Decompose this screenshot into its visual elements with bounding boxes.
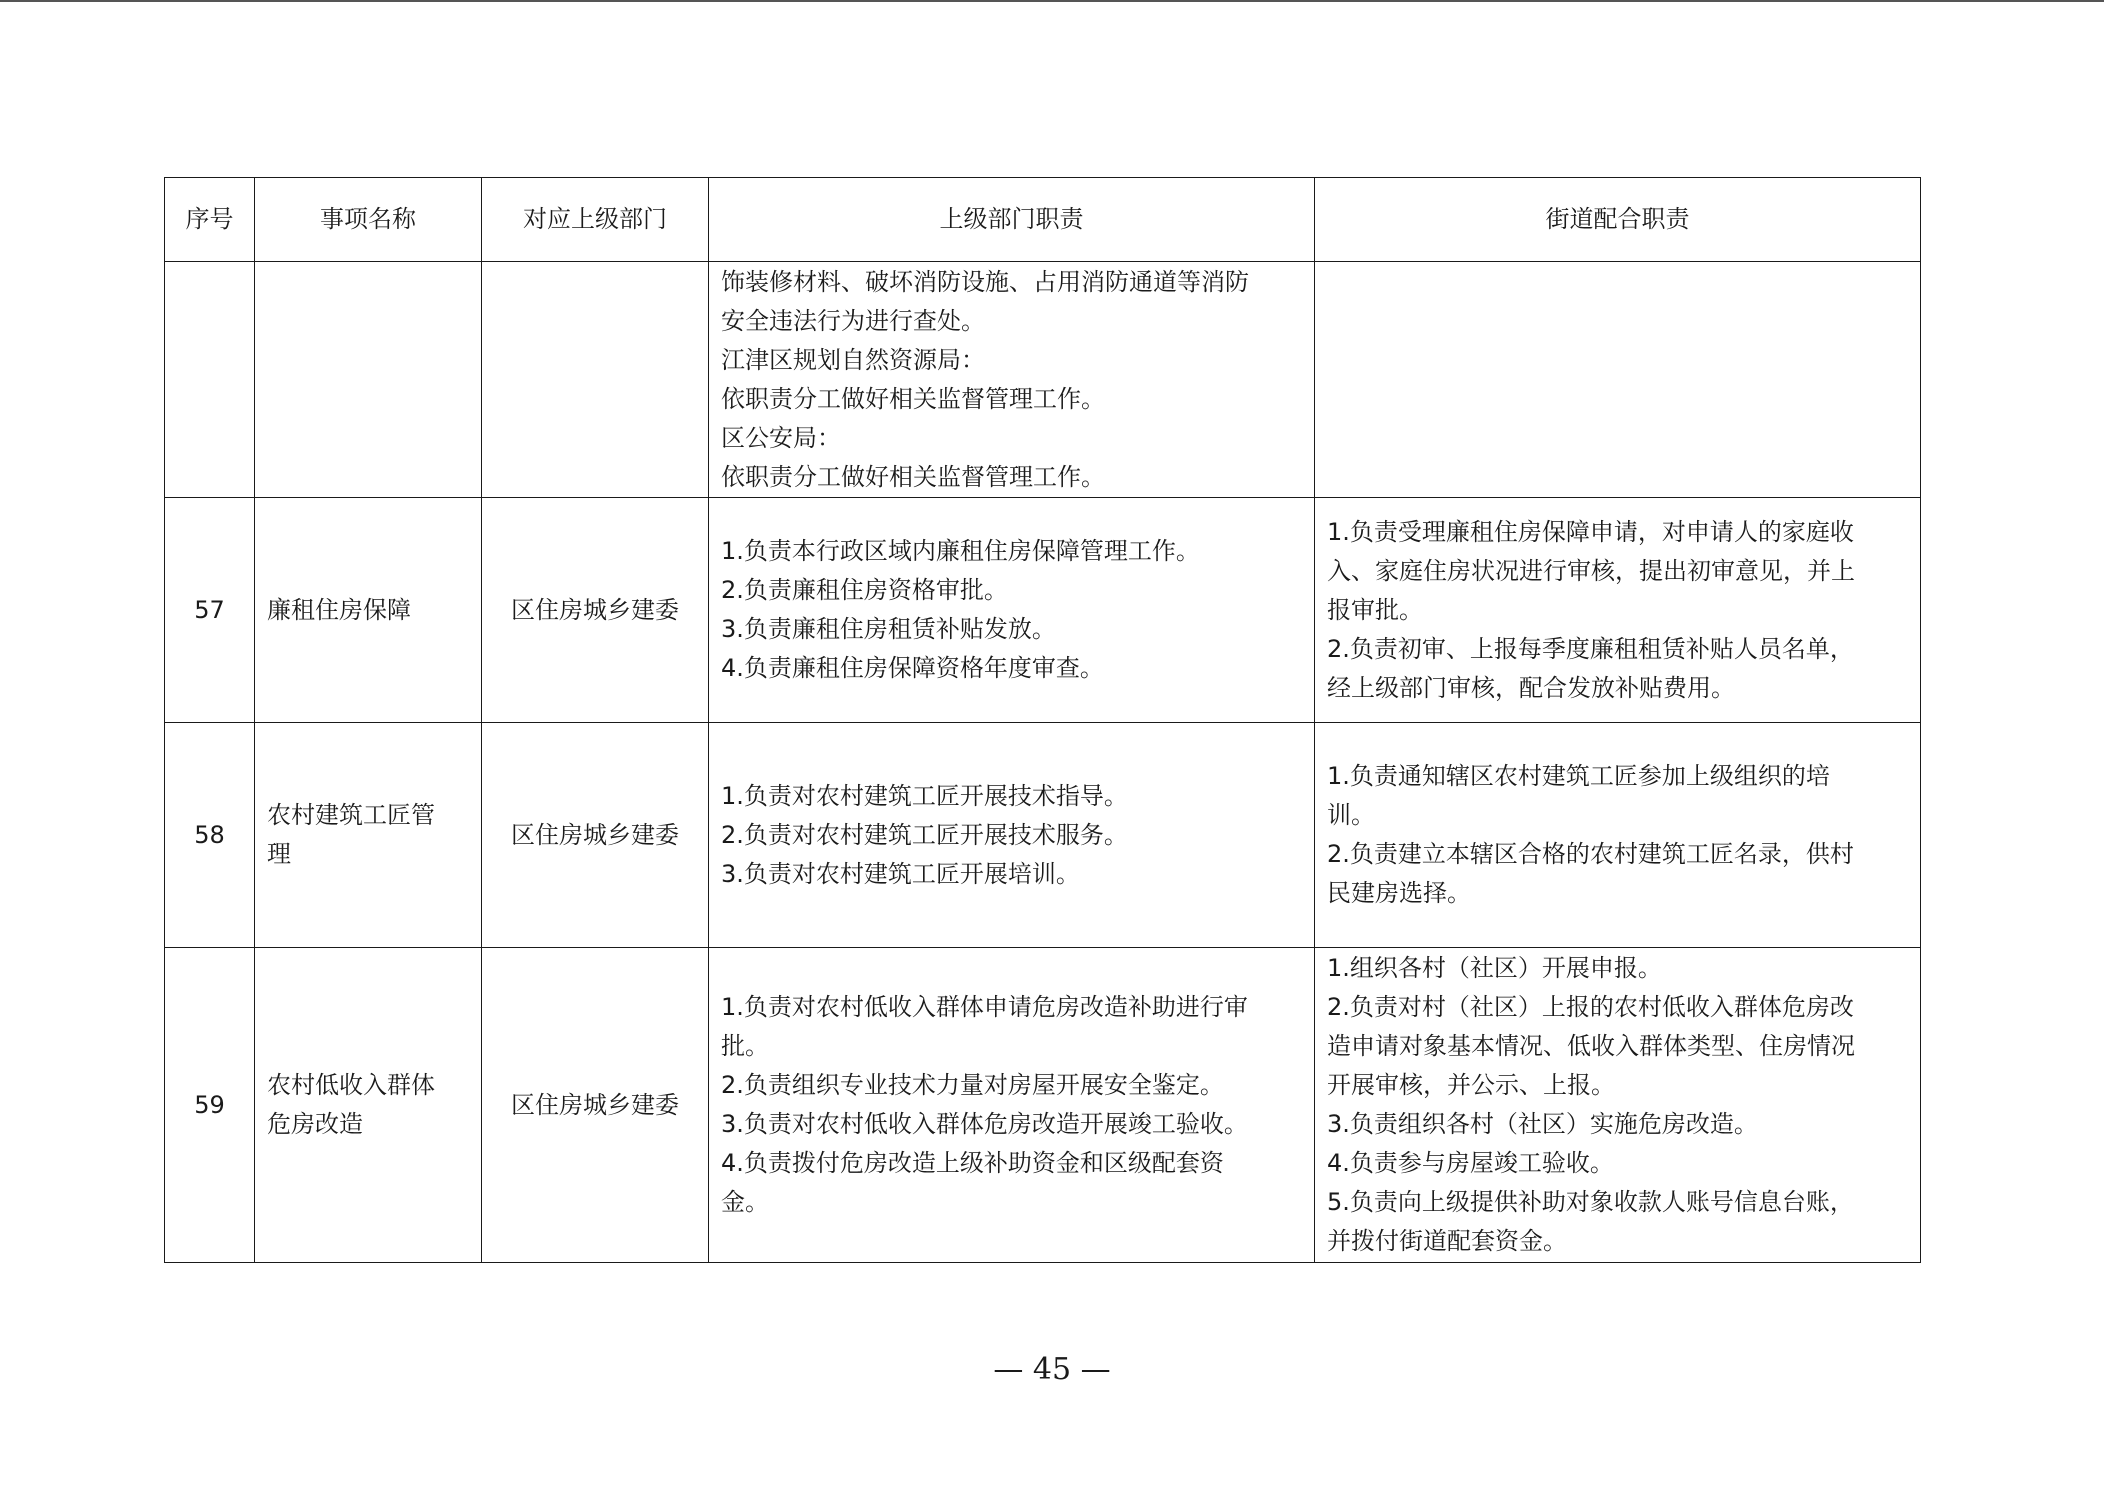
duty-line: 2.负责对村（社区）上报的农村低收入群体危房改 [1327, 993, 1854, 1021]
responsibility-table [164, 177, 1921, 1263]
cell-superior-duties [709, 262, 1315, 498]
duty-line: 3.负责组织各村（社区）实施危房改造。 [1327, 1110, 1758, 1138]
duty-line: 报审批。 [1327, 595, 1423, 624]
table-header-row [165, 178, 1921, 262]
duty-line: 5.负责向上级提供补助对象收款人账号信息台账， [1327, 1188, 1854, 1216]
duty-line: 3.负责对农村建筑工匠开展培训。 [721, 859, 1080, 888]
header-superior-department: 对应上级部门 [482, 178, 709, 262]
cell-department: 区住房城乡建委 [482, 723, 709, 948]
cell-item-name [255, 723, 482, 948]
cell-superior-duties [709, 498, 1315, 723]
duty-line: 2.负责建立本辖区合格的农村建筑工匠名录，供村 [1327, 840, 1854, 868]
cell-department: 区住房城乡建委 [482, 498, 709, 723]
item-name-line: 农村建筑工匠管 [267, 801, 435, 829]
duty-line: 1.负责受理廉租住房保障申请，对申请人的家庭收 [1327, 517, 1854, 546]
duty-line: 批。 [721, 1032, 769, 1060]
duty-line: 金。 [721, 1188, 769, 1216]
duty-line: 依职责分工做好相关监督管理工作。 [721, 462, 1105, 491]
duty-line: 3.负责廉租住房租赁补贴发放。 [721, 615, 1056, 643]
item-name-line: 理 [267, 840, 291, 868]
duty-line: 依职责分工做好相关监督管理工作。 [721, 384, 1105, 413]
duty-line: 1.组织各村（社区）开展申报。 [1327, 954, 1662, 982]
cell-number: 57 [165, 498, 255, 723]
cell-superior-duties [709, 723, 1315, 948]
cell-street-duties [1315, 723, 1921, 948]
header-street-duties: 街道配合职责 [1315, 178, 1921, 262]
table-row-57 [165, 498, 1921, 723]
duty-line: 4.负责拨付危房改造上级补助资金和区级配套资 [721, 1149, 1224, 1177]
page-top-border [0, 0, 2104, 2]
duty-line: 入、家庭住房状况进行审核，提出初审意见，并上 [1327, 556, 1855, 585]
duty-line: 江津区规划自然资源局： [721, 345, 985, 374]
cell-street-duties [1315, 262, 1921, 498]
item-name-line: 农村低收入群体 [267, 1071, 435, 1099]
table-row-59 [165, 948, 1921, 1263]
cell-number: 58 [165, 723, 255, 948]
duty-line: 安全违法行为进行查处。 [721, 306, 985, 335]
duty-line: 3.负责对农村低收入群体危房改造开展竣工验收。 [721, 1110, 1248, 1138]
header-superior-duties: 上级部门职责 [709, 178, 1315, 262]
cell-number: 59 [165, 948, 255, 1263]
duty-line: 1.负责通知辖区农村建筑工匠参加上级组织的培 [1327, 762, 1830, 790]
page-number: — 45 — [993, 1352, 1111, 1387]
duty-line: 经上级部门审核，配合发放补贴费用。 [1327, 673, 1735, 702]
duty-line: 1.负责本行政区域内廉租住房保障管理工作。 [721, 537, 1200, 565]
cell-item-name [255, 262, 482, 498]
duty-line: 开展审核，并公示、上报。 [1327, 1071, 1615, 1099]
header-serial-number: 序号 [165, 178, 255, 262]
duty-line: 区公安局： [721, 423, 841, 452]
cell-department: 区住房城乡建委 [482, 948, 709, 1263]
cell-street-duties [1315, 498, 1921, 723]
item-name-line: 危房改造 [267, 1110, 363, 1138]
cell-item-name [255, 948, 482, 1263]
cell-department [482, 262, 709, 498]
duty-line: 2.负责初审、上报每季度廉租租赁补贴人员名单， [1327, 634, 1854, 663]
duty-line: 2.负责廉租住房资格审批。 [721, 576, 1008, 604]
duty-line: 训。 [1327, 801, 1375, 829]
duty-line: 并拨付街道配套资金。 [1327, 1227, 1567, 1255]
duty-line: 饰装修材料、破坏消防设施、占用消防通道等消防 [721, 267, 1249, 296]
cell-street-duties [1315, 948, 1921, 1263]
duty-line: 2.负责组织专业技术力量对房屋开展安全鉴定。 [721, 1071, 1224, 1099]
item-name-line: 廉租住房保障 [267, 595, 411, 624]
table-row-continuation [165, 262, 1921, 498]
duty-line: 4.负责参与房屋竣工验收。 [1327, 1149, 1614, 1177]
cell-item-name [255, 498, 482, 723]
header-item-name: 事项名称 [255, 178, 482, 262]
duty-line: 1.负责对农村建筑工匠开展技术指导。 [721, 781, 1128, 810]
duty-line: 民建房选择。 [1327, 879, 1471, 907]
cell-superior-duties [709, 948, 1315, 1263]
duty-line: 造申请对象基本情况、低收入群体类型、住房情况 [1327, 1032, 1855, 1060]
duty-line: 4.负责廉租住房保障资格年度审查。 [721, 654, 1104, 682]
duty-line: 1.负责对农村低收入群体申请危房改造补助进行审 [721, 993, 1248, 1021]
table-row-58 [165, 723, 1921, 948]
cell-number [165, 262, 255, 498]
duty-line: 2.负责对农村建筑工匠开展技术服务。 [721, 820, 1128, 849]
